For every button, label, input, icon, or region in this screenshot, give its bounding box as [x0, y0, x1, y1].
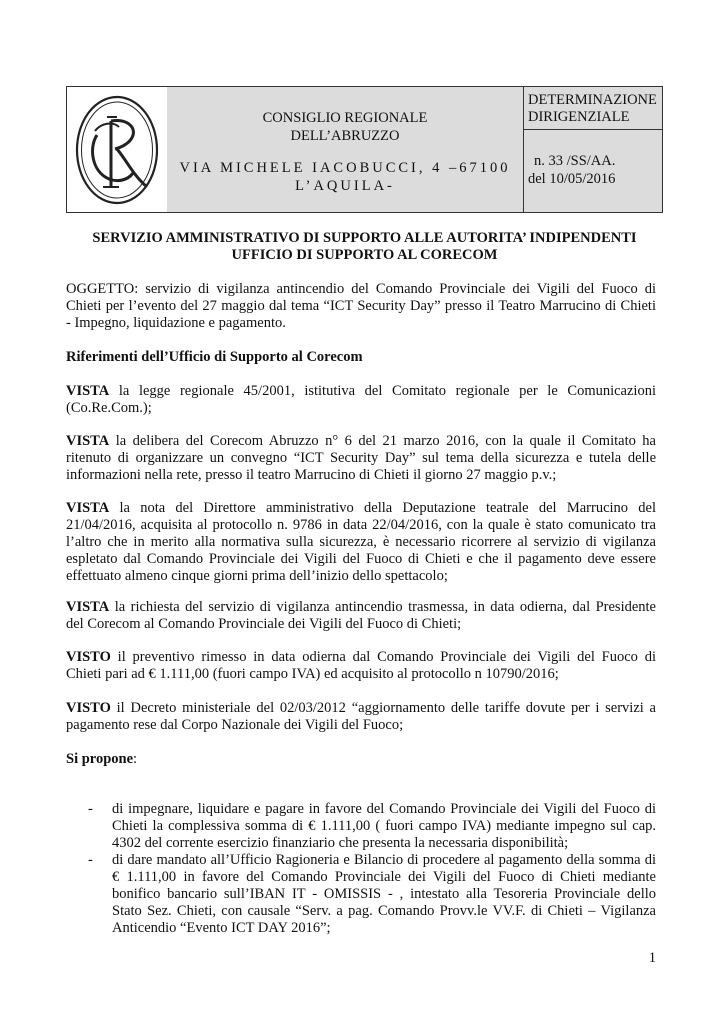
bullet1-line2: Chieti la complessiva somma di € 1.111,00 ( fuori campo IVA) mediante impegno sul cap. — [112, 818, 656, 834]
vista2-line1: la delibera del Corecom Abruzzo n° 6 del 21 marzo 2016, con la quale il Comitato ha — [109, 433, 656, 449]
visto-paragraph-2 — [66, 700, 656, 734]
vista3-line4: espletato dal Comando Provinciale dei Vigili del Fuoco di Chieti e che il pagamento deve essere — [66, 551, 656, 567]
vista-paragraph-1 — [66, 383, 656, 417]
bullet2-line2: € 1.111,00 in favore del Comando Provinciale dei Vigili del Fuoco di Chieti mediante — [112, 869, 656, 885]
vista-paragraph-4 — [66, 599, 656, 633]
service-title-line2: UFFICIO DI SUPPORTO AL CORECOM — [231, 247, 498, 263]
vista4-line1: la richiesta del servizio di vigilanza antincendio trasmessa, in data odierna, dal Presidente — [109, 599, 656, 615]
bullet2-line3: bonifico bancario sull’IBAN IT - OMISSIS - , intestato alla Tesoreria Provinciale dello — [112, 886, 656, 902]
vista-paragraph-3 — [66, 500, 656, 585]
doc-number: n. 33 /SS/AA. — [534, 153, 616, 169]
bullet2-line1: di dare mandato all’Ufficio Ragioneria e Bilancio di procedere al pagamento della somma di — [112, 852, 656, 868]
subject-line1: OGGETTO: servizio di vigilanza antincendio del Comando Provinciale dei Vigili del Fuoco di — [66, 281, 656, 297]
bullet-item-2 — [112, 852, 656, 937]
page-number: 1 — [648, 950, 656, 966]
vista1-line2: (Co.Re.Com.); — [66, 400, 152, 416]
service-title-line1: SERVIZIO AMMINISTRATIVO DI SUPPORTO ALLE AUTORITA’ INDIPENDENTI — [92, 230, 637, 246]
vista3-line1: la nota del Direttore amministrativo della Deputazione teatrale del Marrucino del — [109, 500, 656, 516]
visto-paragraph-1 — [66, 649, 656, 683]
subject-line3: - Impegno, liquidazione e pagamento. — [66, 315, 286, 331]
institution-cell — [167, 87, 524, 212]
visto-keyword: VISTO — [66, 649, 111, 665]
logo-cell — [67, 87, 168, 212]
subject-paragraph — [66, 281, 656, 332]
vista-keyword: VISTA — [66, 433, 110, 449]
proposal-heading — [66, 751, 656, 768]
vista-keyword: VISTA — [66, 500, 110, 516]
proposal-keyword: Si propone — [66, 751, 134, 767]
address-line1: VIA MICHELE IACOBUCCI, 4 –67100 — [179, 160, 511, 176]
bullet1-line3: 4302 del corrente esercizio finanziario che presenta la necessaria disponibilità; — [112, 835, 569, 851]
proposal-colon: : — [133, 751, 138, 767]
bullet-item-1 — [112, 801, 656, 852]
bullet-dash: - — [88, 801, 93, 817]
vista3-line2: 21/04/2016, acquisita al protocollo n. 9786 in data 22/04/2016, con la quale è stato comunicato tra — [66, 517, 656, 533]
vista-paragraph-2 — [66, 433, 656, 484]
bullet1-line1: di impegnare, liquidare e pagare in favore del Comando Provinciale dei Vigili del Fuoco di — [112, 801, 656, 817]
bullet2-line5: Anticendio “Evento ICT DAY 2016”; — [112, 920, 331, 936]
vista-keyword: VISTA — [66, 383, 110, 399]
doc-type-line1: DETERMINAZIONE — [528, 92, 657, 108]
org-name-line2: DELL’ABRUZZO — [290, 128, 400, 144]
doc-date: del 10/05/2016 — [528, 171, 616, 187]
council-seal-logo — [67, 87, 167, 212]
header-table — [66, 86, 663, 213]
vista2-line2: ritenuto di organizzare un convegno “ICT Security Day” sul tema della sicurezza e tutela delle — [66, 450, 656, 466]
doc-number-cell — [524, 130, 662, 212]
vista3-line5: effettuato almeno cinque giorni prima dell’inizio dello spettacolo; — [66, 568, 448, 584]
vista2-line3: informazioni nella rete, presso il teatro Marrucino di Chieti il giorno 27 maggio p.v.; — [66, 467, 557, 483]
visto2-line2: pagamento rese dal Corpo Nazionale dei Vigili del Fuoco; — [66, 717, 404, 733]
subject-line2: Chieti per l’evento del 27 maggio dal tema “ICT Security Day” presso il Teatro Marrucino di Chieti — [66, 298, 656, 314]
visto1-line2: Chieti pari ad € 1.111,00 (fuori campo IVA) ed acquisito al protocollo n 10790/2016; — [66, 666, 559, 682]
org-name-line1: CONSIGLIO REGIONALE — [262, 110, 428, 126]
doc-type-cell — [524, 87, 662, 130]
bullet2-line4: Stato Sez. Chieti, con causale “Serv. a pag. Comando Provv.le VV.F. di Chieti – Vigilanza — [112, 903, 656, 919]
visto2-line1: il Decreto ministeriale del 02/03/2012 “aggiornamento delle tariffe dovute per i servizi a — [110, 700, 656, 716]
bullet-dash: - — [88, 852, 93, 868]
vista-keyword: VISTA — [66, 599, 110, 615]
vista4-line2: del Corecom al Comando Provinciale dei Vigili del Fuoco di Chieti; — [66, 616, 462, 632]
doc-type-line2: DIRIGENZIALE — [528, 109, 630, 125]
address-line2: L’AQUILA- — [295, 178, 395, 194]
visto-keyword: VISTO — [66, 700, 111, 716]
visto1-line1: il preventivo rimesso in data odierna dal Comando Provinciale dei Vigili del Fuoco di — [110, 649, 656, 665]
vista3-line3: l’altro che in merito alla normativa sulla sicurezza, è necessario ricorrere al servizio di vigilanza — [66, 534, 656, 550]
vista1-line1: la legge regionale 45/2001, istitutiva del Comitato regionale per le Comunicazioni — [109, 383, 656, 399]
references-heading: Riferimenti dell’Ufficio di Supporto al Corecom — [66, 349, 363, 365]
